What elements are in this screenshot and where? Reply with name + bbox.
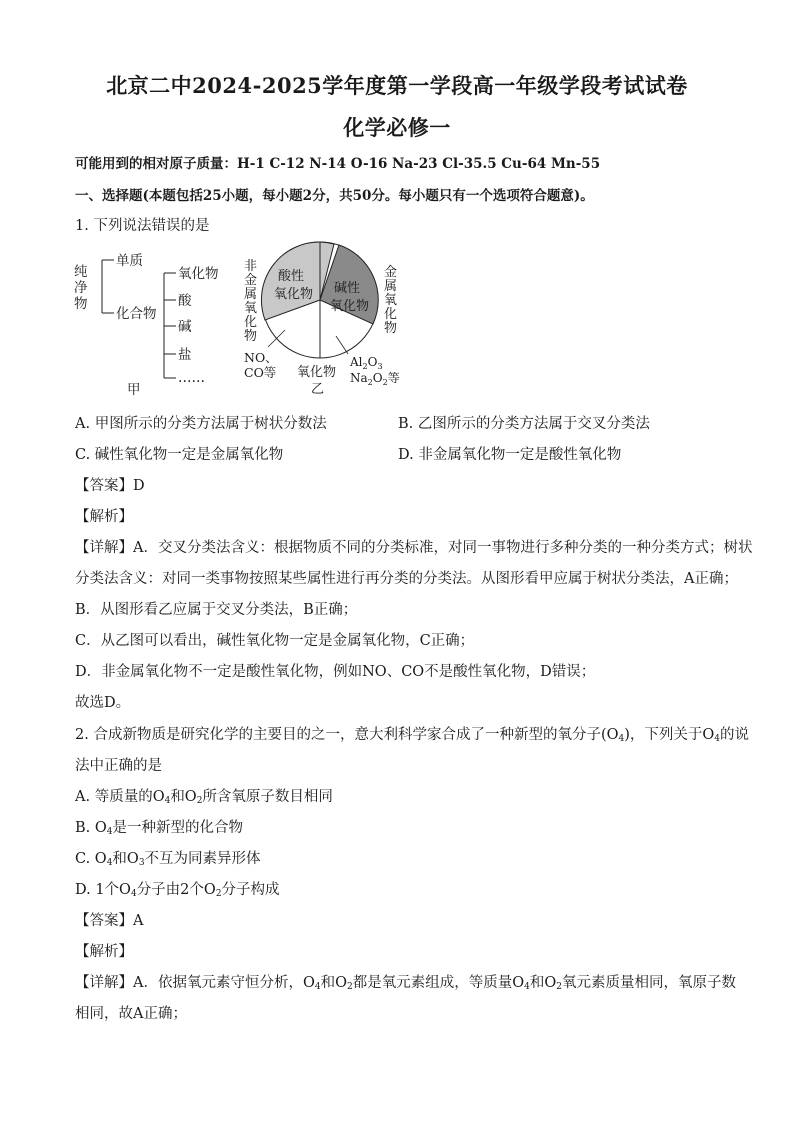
- q1-detail-line-5: D．非金属氧化物不一定是酸性氧化物，例如NO、CO不是酸性氧化物，D错误；: [75, 664, 596, 680]
- tree-leaf-acid: 酸: [178, 293, 192, 309]
- q1-option-b: B. 乙图所示的分类方法属于交叉分类法: [398, 416, 650, 432]
- pie-right-char-3: 氧: [384, 293, 398, 308]
- q1-detail-line-1: 【详解】A．交叉分类法含义：根据物质不同的分类标准，对同一事物进行多种分类的一种分类方式；树状: [75, 540, 753, 556]
- pie-no-co-line-2: CO等: [244, 365, 277, 380]
- pie-left-char-1: 非: [244, 259, 258, 274]
- tree-leaf-salt: 盐: [178, 347, 192, 363]
- pie-left-char-3: 属: [244, 287, 258, 302]
- q2-option-d: D. 1个$O_4$分子由2个$O_2$分子构成: [75, 882, 280, 899]
- q1-analysis: 【解析】: [75, 509, 133, 525]
- tree-compound: 化合物: [116, 306, 157, 322]
- pie-right-char-4: 化: [384, 307, 398, 322]
- q2-detail-line-2: 相同，故A正确；: [75, 1006, 187, 1022]
- pie-left-char-5: 化: [244, 315, 258, 330]
- tree-root-char-2: 净: [74, 280, 88, 296]
- q1-detail-line-4: C．从乙图可以看出，碱性氧化物一定是金属氧化物，C正确；: [75, 633, 475, 649]
- tree-root-char-1: 纯: [74, 264, 88, 280]
- q2-detail-line-1: 【详解】A．依据氧元素守恒分析，$O_4$和$O_2$都是氧元素组成，等质量$O_4$和$O_2$氧元素质量相同，氧原子数: [75, 975, 736, 992]
- q2-analysis: 【解析】: [75, 944, 133, 960]
- tree-elemental: 单质: [116, 253, 143, 269]
- tree-leaf-base: 碱: [178, 319, 192, 335]
- pie-al2o3-label: $Al_2O_3$: [350, 355, 383, 371]
- pie-left-char-6: 物: [244, 329, 258, 344]
- pie-acidic-line-1: 酸性: [278, 269, 305, 284]
- pie-basic-line-2: 氧化物: [330, 299, 370, 314]
- page-subtitle: 化学必修一: [343, 115, 451, 140]
- q2-stem-line-1: 2. 合成新物质是研究化学的主要目的之一，意大利科学家合成了一种新型的氧分子$(O_4)$，下列关于$O_4$的说: [75, 727, 750, 744]
- q1-option-d: D. 非金属氧化物一定是酸性氧化物: [398, 447, 622, 463]
- atomic-masses: 可能用到的相对原子质量：H-1 C-12 N-14 O-16 Na-23 Cl-35.5 Cu-64 Mn-55: [75, 156, 601, 172]
- tree-caption: 甲: [127, 382, 141, 398]
- q1-detail-line-2: 分类法含义：对同一类事物按照某些属性进行再分类的分类法。从图形看甲应属于树状分类法，A正确；: [75, 571, 738, 587]
- q2-option-a: A. 等质量的$O_4$和$O_2$所含氧原子数目相同: [75, 789, 333, 806]
- pie-right-char-2: 属: [384, 279, 398, 294]
- q1-answer: 【答案】D: [75, 478, 145, 494]
- pie-left-char-4: 氧: [244, 301, 258, 316]
- tree-diagram: [72, 248, 242, 398]
- q1-detail-line-6: 故选D。: [75, 695, 131, 711]
- pie-basic-line-1: 碱性: [334, 281, 361, 296]
- section-heading: 一、选择题(本题包括25小题，每小题2分，共50分。每小题只有一个选项符合题意)。: [75, 188, 594, 204]
- q1-option-c: C. 碱性氧化物一定是金属氧化物: [75, 447, 284, 463]
- q2-option-c: C. $O_4$和$O_3$不互为同素异形体: [75, 851, 261, 868]
- pie-diagram: [240, 240, 420, 398]
- pie-no-co-line-1: NO、: [244, 350, 278, 365]
- q2-answer: 【答案】A: [75, 913, 144, 929]
- pie-caption: 乙: [311, 382, 325, 397]
- q1-stem: 1. 下列说法错误的是: [75, 218, 210, 234]
- tree-leaf-oxide: 氧化物: [178, 266, 219, 282]
- q2-stem-line-2: 法中正确的是: [75, 758, 162, 774]
- pie-right-char-5: 物: [384, 321, 398, 336]
- page-title: 北京二中2024-2025学年度第一学段高一年级学段考试试卷: [106, 73, 688, 98]
- pie-right-char-1: 金: [384, 265, 398, 280]
- pie-bottom-label: 氧化物: [297, 365, 337, 380]
- q1-detail-line-3: B．从图形看乙应属于交叉分类法，B正确；: [75, 602, 358, 618]
- q2-option-b: B. $O_4$是一种新型的化合物: [75, 820, 243, 837]
- tree-root-char-3: 物: [74, 296, 88, 312]
- pie-na2o2-label: $Na_2O_2$等: [350, 371, 400, 387]
- q1-option-a: A. 甲图所示的分类方法属于树状分数法: [75, 416, 327, 432]
- tree-leaf-etc: ……: [178, 370, 205, 386]
- pie-left-char-2: 金: [244, 273, 258, 288]
- pie-acidic-line-2: 氧化物: [274, 287, 314, 302]
